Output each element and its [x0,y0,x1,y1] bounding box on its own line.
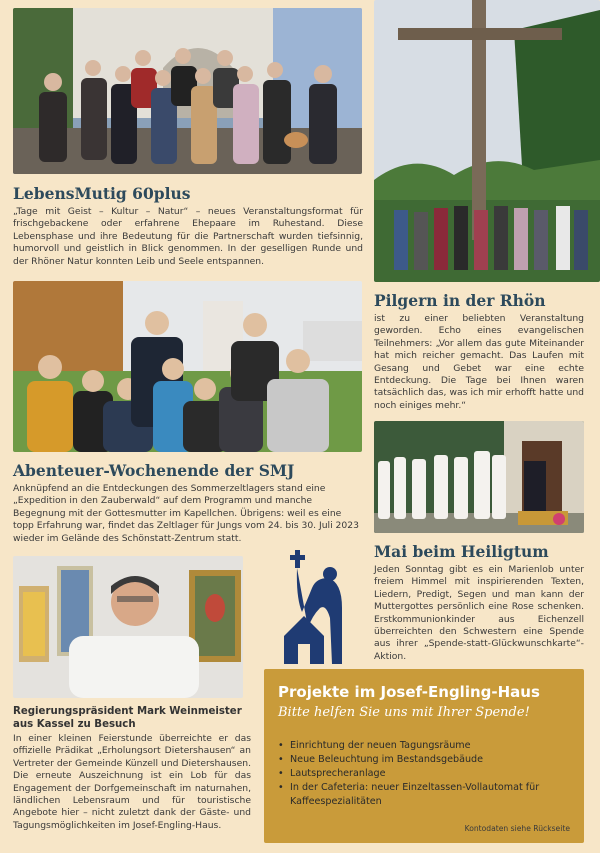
text-weinmeister: In einer kleinen Feierstunde überreichte er das offizielle Prädikat „Erholungsort Dietershausen“ an Vertreter der Gemeinde Künzell und Dietershausen. Die erneute Auszeichnung ist ein Lob für das Engagement der Dorfgemeinschaft im naturnahen, ländlichen Lebensraum und für touristische Angebote hier – nicht zuletzt dank der Gäste- und Tagungsmöglichkeiten im Josef-Engling-Haus. [13,733,251,831]
heading-weinmeister: Regierungspräsident Mark Weinmeister aus Kassel zu Besuch [13,706,242,730]
heading-pilgern: Pilgern in der Rhön [374,291,546,310]
heading-lebensmutig: LebensMutig 60plus [13,184,191,203]
donation-projects-panel [264,669,584,843]
photo-shrine-may [374,421,584,533]
heading-smj: Abenteuer-Wochenende der SMJ [13,461,295,480]
text-pilgern: ist zu einer beliebten Veranstaltung geworden. Echo eines evangelischen Teilnehmers: „Vor allem das gute Miteinander hat mich reicher gemacht. Das Laufen mit Gesang und Gebet war eine echte Entdeckung. Die Tage bei Ihnen waren tatsächlich das, was ich mir erhofft hatte und noch einiges mehr.“ [374,313,584,411]
text-lebensmutig: „Tage mit Geist – Kultur – Natur“ – neues Veranstaltungsformat für frischgebackene oder erfahrene Ehepaare im Ruhestand. Diese Lebensphase und ihre Bedeutung für die Partnerschaft wurden tiefsinnig, humorvoll und geistlich in Blick genommen. In der geselligen Runde und der Rhöner Natur konnten Leib und Seele entspannen. [13,206,363,267]
panel-title: Projekte im Josef-Engling-Haus [278,683,540,701]
list-item: • Neue Beleuchtung im Bestandsgebäude [278,753,568,767]
text-smj: Anknüpfend an die Entdeckungen des Sommerzeltlagers stand eine „Expedition in den Zauberwald“ auf dem Programm und manche Begegnung mit der Gottesmutter im Kapellchen. Übrigens: weil es eine topp Erfahrung war, findet das Zeltlager für Jungs vom 24. bis 30. Juli 2023 wieder im Gelände des Schönstatt-Zentrum statt. [13,483,359,544]
panel-footnote: Kontodaten siehe Rückseite [464,824,570,833]
list-item: • Lautsprecheranlage [278,767,568,781]
list-item: • In der Cafeteria: neuer Einzeltassen-Vollautomat für Kaffeespezialitäten [278,781,568,809]
panel-subtitle: Bitte helfen Sie uns mit Ihrer Spende! [278,705,530,720]
photo-pilgrims-cross [374,0,600,282]
house-figure-cross-logo-icon [282,548,360,664]
text-mai: Jeden Sonntag gibt es ein Marienlob unter freiem Himmel mit inspirierenden Texten, Liedern, Predigt, Segen und man kann der Muttergottes persönlich eine Rose schenken. Erstkommunionkinder aus Eichenzell überreichten den Schwestern eine Spende aus ihrer „Spende-statt-Glückwunschkarte“-Aktion. [374,564,584,662]
heading-mai: Mai beim Heiligtum [374,542,549,561]
photo-weinmeister [13,556,243,698]
list-item: • Einrichtung der neuen Tagungsräume [278,739,568,753]
photo-smj-youth [13,281,362,452]
photo-group-lebensmutig [13,8,362,174]
projects-list [278,739,568,809]
